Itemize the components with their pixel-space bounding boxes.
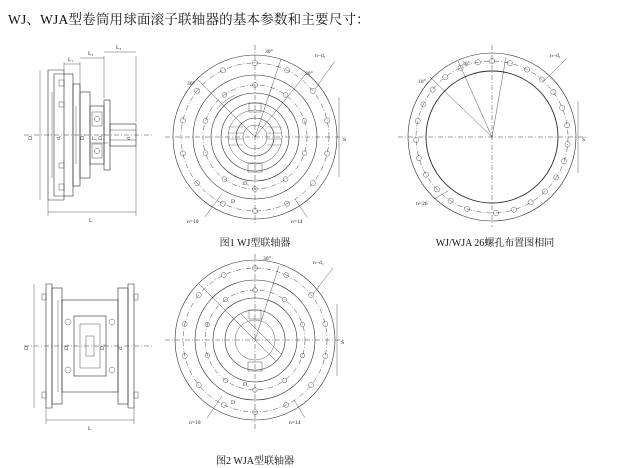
wja-coupling-cross-section bbox=[18, 258, 158, 438]
svg-text:D₁: D₁ bbox=[243, 181, 249, 187]
fig1-caption: 图1 WJ型联轴器 bbox=[219, 238, 291, 249]
svg-text:30°: 30° bbox=[462, 61, 470, 67]
svg-text:n−d₁: n−d₁ bbox=[315, 53, 326, 59]
wj-coupling-face-view bbox=[160, 40, 350, 230]
svg-text:d: d bbox=[126, 137, 132, 140]
svg-text:30°: 30° bbox=[265, 49, 273, 55]
svg-text:n=10: n=10 bbox=[187, 219, 199, 225]
svg-text:S: S bbox=[343, 137, 347, 143]
page-title: WJ、WJA型卷筒用球面滚子联轴器的基本参数和主要尺寸： bbox=[8, 12, 370, 27]
svg-text:D₂: D₂ bbox=[98, 134, 104, 140]
svg-text:n=10: n=10 bbox=[189, 420, 201, 426]
svg-text:D₁: D₁ bbox=[64, 344, 70, 350]
svg-text:D: D bbox=[28, 135, 34, 140]
svg-text:L₂: L₂ bbox=[88, 51, 94, 57]
svg-text:L₅: L₅ bbox=[92, 137, 97, 142]
svg-text:10°: 10° bbox=[418, 79, 426, 85]
fig1-note-caption: WJ/WJA 26螺孔布置图相同 bbox=[435, 238, 555, 249]
svg-text:S: S bbox=[582, 137, 586, 143]
svg-text:d₁: d₁ bbox=[56, 135, 62, 140]
svg-text:30°: 30° bbox=[263, 256, 271, 262]
svg-text:d: d bbox=[118, 347, 124, 350]
svg-text:30°: 30° bbox=[187, 81, 195, 87]
svg-text:L: L bbox=[88, 426, 92, 432]
svg-text:n−d₁: n−d₁ bbox=[313, 260, 324, 266]
wja-coupling-face-view bbox=[160, 250, 350, 440]
svg-text:D: D bbox=[231, 199, 236, 205]
svg-text:S: S bbox=[341, 340, 345, 346]
wj-wja-26-hole-layout bbox=[392, 40, 592, 230]
svg-text:n−d₁: n−d₁ bbox=[550, 53, 561, 59]
svg-text:L₁: L₁ bbox=[68, 57, 74, 63]
svg-text:L: L bbox=[89, 218, 93, 224]
svg-text:D: D bbox=[231, 400, 236, 406]
svg-text:n=26: n=26 bbox=[416, 201, 428, 207]
svg-text:20°: 20° bbox=[305, 71, 313, 77]
svg-text:n=14: n=14 bbox=[289, 420, 301, 426]
svg-text:D: D bbox=[24, 345, 30, 350]
svg-text:n=14: n=14 bbox=[291, 219, 303, 225]
svg-text:L₃: L₃ bbox=[116, 45, 122, 51]
svg-text:D₂: D₂ bbox=[100, 344, 106, 350]
fig2-caption: 图2 WJA型联轴器 bbox=[215, 456, 295, 467]
svg-text:D₁: D₁ bbox=[243, 382, 249, 388]
svg-text:D₁: D₁ bbox=[80, 134, 86, 140]
wj-coupling-cross-section bbox=[18, 40, 158, 230]
